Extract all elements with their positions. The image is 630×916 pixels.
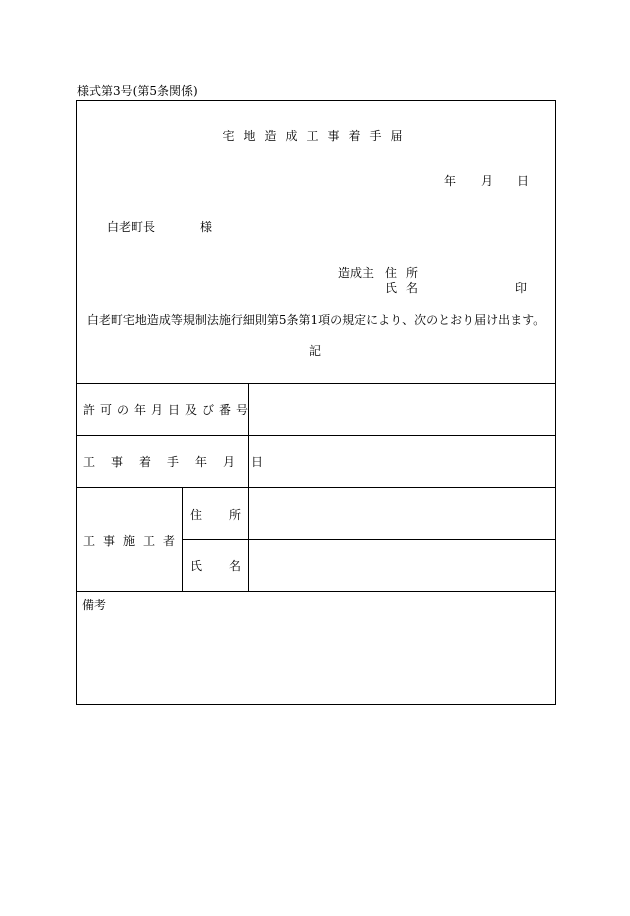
applicant-name-label: 氏名 (385, 281, 428, 295)
contractor-name-label: 氏名 (190, 559, 269, 573)
ki-heading: 記 (309, 344, 322, 358)
addressee-name: 白老町長 (107, 220, 156, 234)
row-divider-contractor-inner (182, 539, 556, 540)
row-divider-contractor (76, 591, 556, 592)
row-divider-permit (76, 435, 556, 436)
applicant-address-label: 住所 (385, 266, 428, 280)
declaration-statement: 白老町宅地造成等規制法施行細則第5条第1項の規定により、次のとおり届け出ます。 (86, 313, 546, 327)
construction-start-date-label: 工事着手年月日 (83, 455, 280, 469)
header-divider (76, 383, 556, 384)
form-number-label: 様式第3号(第5条関係) (77, 84, 198, 98)
addressee-honorific: 様 (200, 220, 213, 234)
seal-mark: 印 (515, 281, 528, 295)
remarks-label: 備考 (82, 598, 107, 612)
date-day-label: 日 (517, 174, 530, 188)
date-month-label: 月 (481, 174, 494, 188)
submission-date (440, 174, 530, 230)
applicant-role-label: 造成主 (338, 266, 375, 280)
date-year-label: 年 (444, 174, 457, 188)
permit-date-number-label: 許可の年月日及び番号 (83, 403, 254, 417)
form-title: 宅地造成工事着手届 (222, 129, 412, 143)
row-divider-start-date (76, 487, 556, 488)
contractor-label: 工事施工者 (83, 534, 184, 548)
contractor-address-label: 住所 (190, 508, 269, 522)
